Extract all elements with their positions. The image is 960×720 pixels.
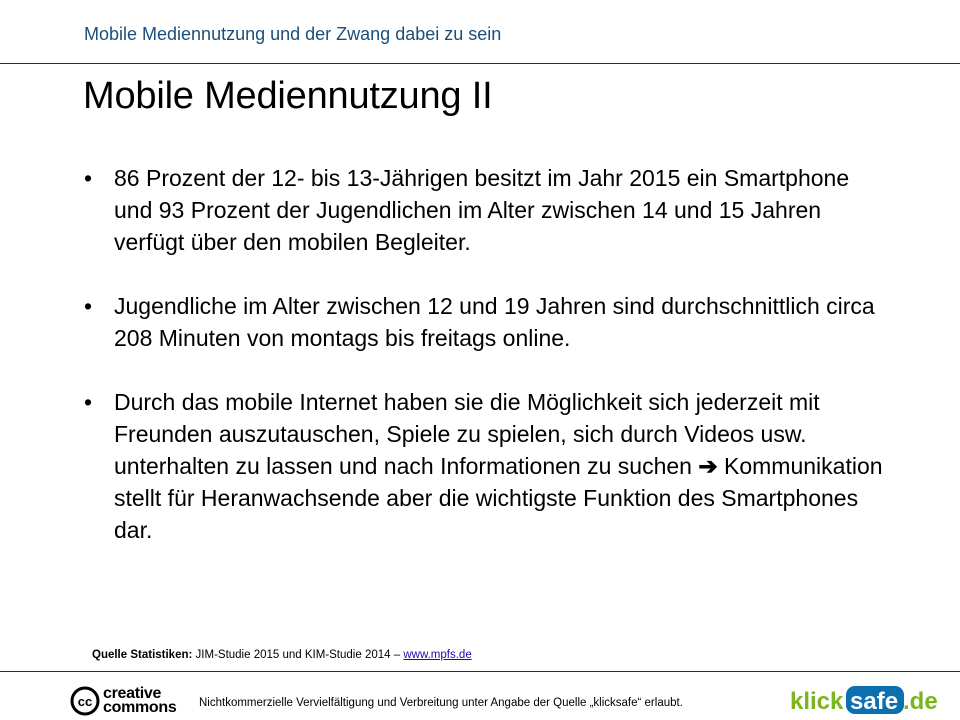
header-title: Mobile Mediennutzung und der Zwang dabei zu sein bbox=[84, 24, 502, 44]
cc-icon bbox=[70, 686, 100, 716]
license-notice: Nichtkommerzielle Vervielfältigung und Verbreitung unter Angabe der Quelle „klicksafe“ erlaubt. bbox=[199, 697, 683, 709]
source-label: Quelle Statistiken: bbox=[92, 649, 193, 661]
source-citation bbox=[92, 649, 472, 661]
klicksafe-logo-part2: safe bbox=[850, 688, 899, 715]
cc-wordmark bbox=[103, 687, 176, 715]
bullet-text: 86 Prozent der 12- bis 13-Jährigen besitzt im Jahr 2015 ein Smartphone und 93 Prozent der Jugendlichen im Alter zwischen 14 und 15 Jahren verfügt über den mobilen Begleiter. bbox=[114, 165, 850, 255]
source-text: JIM-Studie 2015 und KIM-Studie 2014 – bbox=[195, 649, 401, 661]
bullet-item bbox=[84, 386, 884, 546]
bullet-item bbox=[84, 162, 884, 258]
slide-title: Mobile Mediennutzung II bbox=[83, 75, 493, 117]
bullet-text: Jugendliche im Alter zwischen 12 und 19 Jahren sind durchschnittlich circa 208 Minuten von montags bis freitags online. bbox=[114, 293, 875, 351]
bullet-marker: • bbox=[84, 165, 93, 191]
bullet-text: Durch das mobile Internet haben sie die Möglichkeit sich jederzeit mit Freunden auszutauschen, Spiele zu spielen, sich durch Videos usw. unterhalten zu lassen und nach Informationen zu suchen bbox=[114, 389, 820, 479]
source-link[interactable]: www.mpfs.de bbox=[403, 649, 472, 661]
bullet-list bbox=[84, 162, 884, 546]
cc-wordmark-line2: commons bbox=[103, 699, 177, 716]
klicksafe-logo-part1: klick bbox=[790, 688, 844, 715]
bullet-marker: • bbox=[84, 293, 93, 319]
svg-text:cc: cc bbox=[77, 694, 93, 709]
footer-divider bbox=[0, 671, 960, 672]
creative-commons-logo bbox=[70, 684, 176, 718]
bullet-marker: • bbox=[84, 389, 93, 415]
bullet-text-continued: Kommunikation stellt für Heranwachsende aber die wichtigste Funktion des Smartphones dar. bbox=[114, 453, 883, 543]
cc-wordmark-line1: creative bbox=[103, 685, 162, 702]
klicksafe-logo bbox=[788, 683, 938, 717]
bullet-item bbox=[84, 290, 884, 354]
right-arrow-icon: ➔ bbox=[698, 453, 718, 479]
klicksafe-logo-part3: .de bbox=[903, 688, 938, 715]
header-divider bbox=[0, 63, 960, 64]
